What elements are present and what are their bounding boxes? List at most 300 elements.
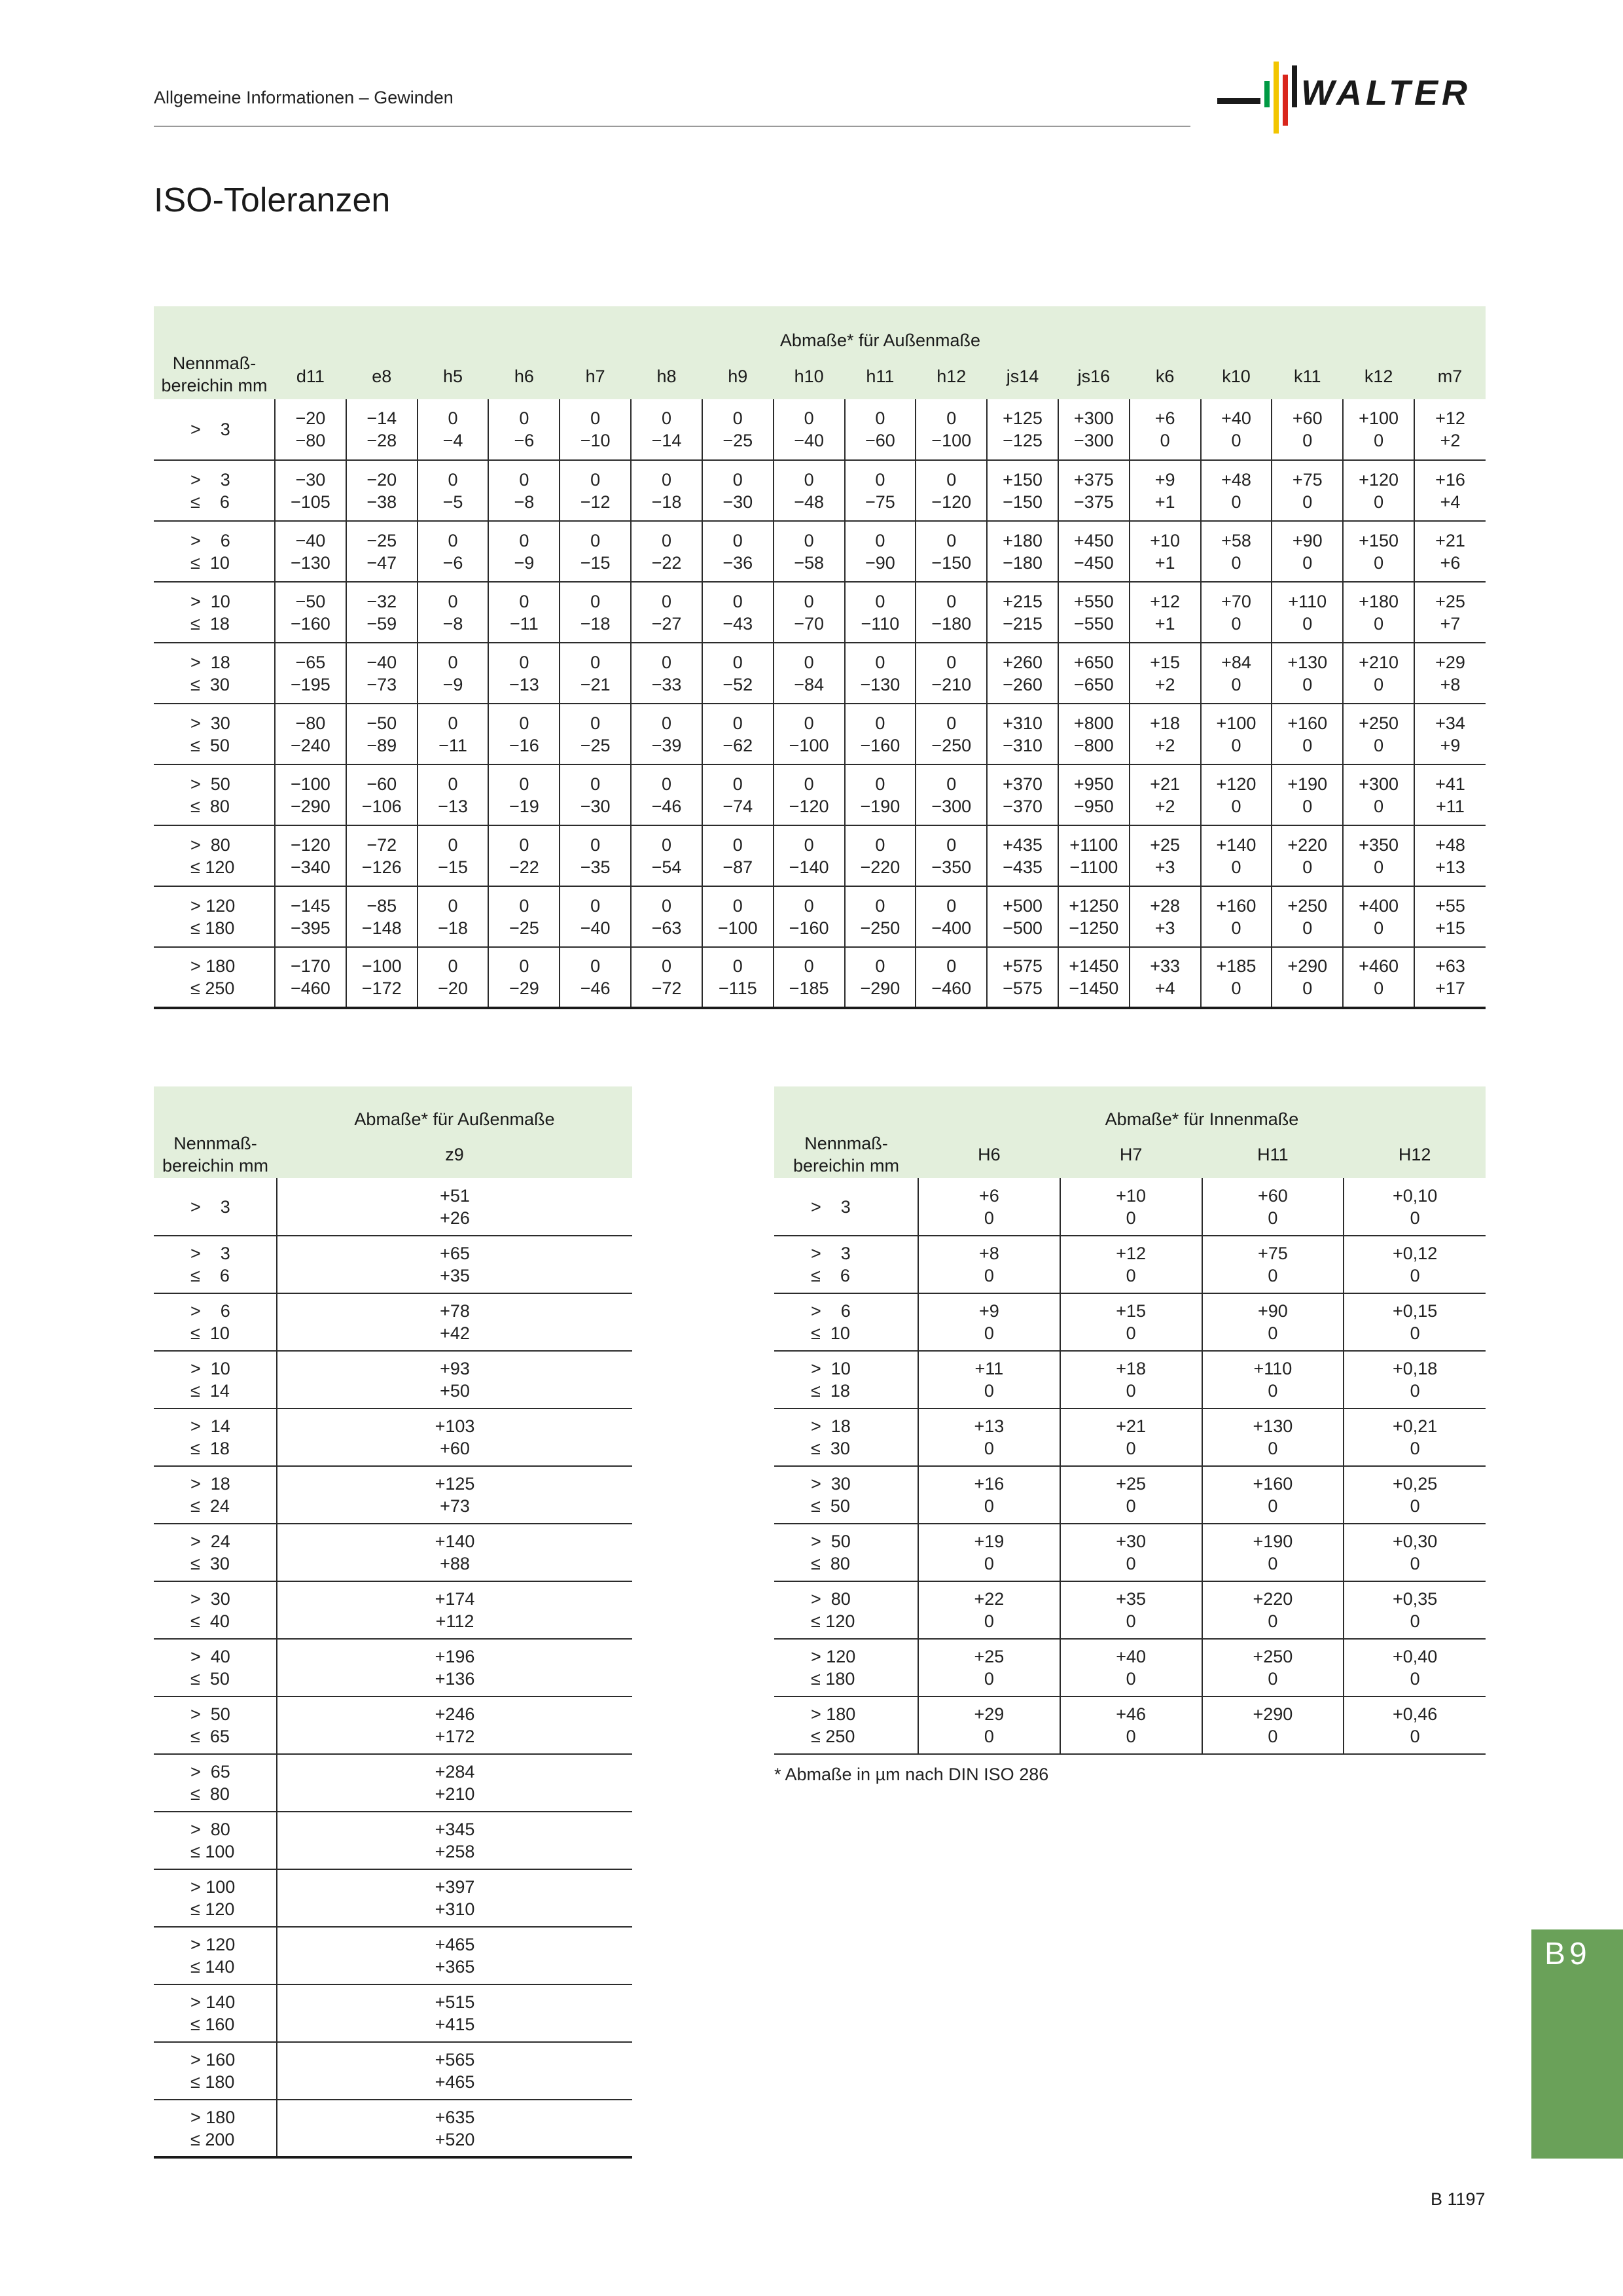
upper-deviation: +0,40	[1392, 1647, 1438, 1666]
upper-deviation: +65	[440, 1244, 470, 1263]
lower-deviation: 0	[1231, 431, 1241, 450]
column-header: e8	[346, 353, 418, 399]
upper-deviation: −170	[290, 956, 330, 976]
upper-deviation: +35	[1116, 1589, 1147, 1609]
upper-deviation: +13	[974, 1416, 1005, 1436]
tolerance-cell	[987, 521, 1058, 582]
range-cell	[154, 1984, 277, 2042]
tolerance-cell	[1344, 1178, 1486, 1236]
range-cell	[154, 764, 275, 825]
range-cell	[774, 1466, 918, 1524]
table-row	[154, 1927, 632, 1984]
range-line: ≤ 6	[190, 1266, 230, 1285]
upper-deviation: 0	[519, 408, 529, 428]
range-line: ≤ 250	[811, 1727, 855, 1746]
upper-deviation: +950	[1073, 774, 1114, 794]
upper-deviation: 0	[448, 591, 458, 611]
lower-deviation: −40	[794, 431, 824, 450]
range-line: > 80	[190, 834, 230, 855]
upper-deviation: 0	[875, 469, 885, 490]
tolerance-cell	[1058, 825, 1130, 886]
lower-deviation: −300	[931, 796, 972, 816]
lower-deviation: 0	[1126, 1439, 1136, 1458]
tolerance-cell	[1060, 1351, 1202, 1408]
lower-deviation: −100	[789, 735, 829, 755]
table-row	[154, 1639, 632, 1696]
upper-deviation: 0	[448, 774, 458, 794]
upper-deviation: +93	[440, 1359, 470, 1378]
upper-deviation: +0,12	[1392, 1244, 1438, 1263]
tolerance-cell	[488, 521, 560, 582]
tolerance-cell	[1130, 704, 1201, 764]
walter-logo	[1217, 62, 1492, 134]
range-cell	[154, 643, 275, 704]
upper-deviation: −50	[295, 591, 326, 611]
column-header: z9	[277, 1131, 632, 1178]
lower-deviation: +520	[435, 2129, 475, 2149]
upper-deviation: +46	[1116, 1704, 1147, 1724]
lower-deviation: 0	[1231, 735, 1241, 755]
tolerance-cell	[560, 886, 631, 947]
group-header: Abmaße* für Innenmaße	[918, 1086, 1486, 1131]
lower-deviation: 0	[1302, 492, 1313, 512]
lower-deviation: −150	[1003, 492, 1043, 512]
tolerance-cell	[1343, 521, 1414, 582]
tolerance-cell	[346, 582, 418, 643]
lower-deviation: −48	[794, 492, 824, 512]
tolerance-cell	[1060, 1236, 1202, 1293]
tolerance-cell	[631, 399, 702, 460]
tolerance-cell	[560, 764, 631, 825]
lower-deviation: +9	[1440, 735, 1461, 755]
tolerance-cell	[631, 460, 702, 521]
lower-deviation: +50	[440, 1381, 470, 1401]
table-row	[774, 1178, 1486, 1236]
logo-text: WALTER	[1301, 73, 1471, 113]
upper-deviation: 0	[946, 956, 957, 976]
tolerance-cell	[1343, 764, 1414, 825]
upper-deviation: 0	[804, 408, 814, 428]
range-line: > 100	[190, 1877, 236, 1897]
range-line: ≤ 10	[811, 1323, 850, 1343]
section-tab[interactable]	[1531, 1929, 1623, 2159]
lower-deviation: −43	[722, 613, 753, 634]
range-cell	[154, 1581, 277, 1639]
range-line: ≤ 200	[190, 2129, 235, 2149]
upper-deviation: +8	[978, 1244, 999, 1263]
lower-deviation: −20	[438, 978, 468, 998]
lower-deviation: −190	[860, 796, 901, 816]
lower-deviation: 0	[1302, 674, 1313, 694]
lower-deviation: −25	[722, 431, 753, 450]
upper-deviation: +575	[1003, 956, 1043, 976]
tolerance-cell	[1130, 582, 1201, 643]
range-line: ≤ 180	[190, 918, 235, 938]
lower-deviation: −16	[508, 735, 539, 755]
lower-deviation: −74	[722, 796, 753, 816]
lower-deviation: +8	[1440, 674, 1461, 694]
range-line: > 6	[190, 530, 230, 550]
lower-deviation: 0	[984, 1323, 994, 1343]
tolerance-cell	[1060, 1408, 1202, 1466]
lower-deviation: −27	[651, 613, 682, 634]
upper-deviation: +250	[1359, 713, 1399, 733]
table-row	[154, 1466, 632, 1524]
lower-deviation: 0	[1268, 1381, 1278, 1401]
lower-deviation: −25	[508, 918, 539, 938]
upper-deviation: +40	[1221, 408, 1251, 428]
tolerance-cell	[1130, 825, 1201, 886]
upper-deviation: 0	[804, 713, 814, 733]
lower-deviation: 0	[1231, 796, 1241, 816]
tolerance-cell	[987, 643, 1058, 704]
range-cell	[154, 1754, 277, 1812]
range-line: ≤ 50	[811, 1496, 850, 1516]
lower-deviation: +2	[1154, 796, 1175, 816]
tolerance-cell	[1344, 1524, 1486, 1581]
tolerance-cell	[918, 1466, 1060, 1524]
upper-deviation: 0	[875, 895, 885, 916]
upper-deviation: 0	[804, 530, 814, 550]
tolerance-cell	[277, 2042, 632, 2100]
upper-deviation: 0	[946, 530, 957, 550]
upper-deviation: +435	[1003, 834, 1043, 855]
upper-deviation: 0	[946, 591, 957, 611]
tolerance-cell	[774, 643, 845, 704]
lower-deviation: 0	[1410, 1669, 1420, 1689]
upper-deviation: 0	[661, 469, 671, 490]
upper-deviation: +9	[978, 1301, 999, 1321]
tolerance-cell	[987, 764, 1058, 825]
upper-deviation: +160	[1253, 1474, 1293, 1494]
table-row	[154, 1236, 632, 1293]
upper-deviation: 0	[732, 408, 743, 428]
upper-deviation: 0	[875, 591, 885, 611]
lower-deviation: −30	[722, 492, 753, 512]
upper-deviation: 0	[448, 834, 458, 855]
lower-deviation: −73	[366, 674, 397, 694]
tolerance-cell	[277, 1351, 632, 1408]
table-row	[774, 1351, 1486, 1408]
lower-deviation: +1	[1154, 613, 1175, 634]
lower-deviation: +7	[1440, 613, 1461, 634]
upper-deviation: 0	[946, 408, 957, 428]
tolerance-cell	[488, 399, 560, 460]
lower-deviation: 0	[984, 1496, 994, 1516]
column-header: h12	[916, 353, 987, 399]
upper-deviation: +180	[1003, 530, 1043, 550]
range-cell	[154, 1696, 277, 1754]
upper-deviation: 0	[875, 956, 885, 976]
lower-deviation: +3	[1154, 857, 1175, 877]
range-line: > 160	[190, 2050, 236, 2070]
tolerance-cell	[845, 643, 916, 704]
range-line: ≤ 160	[190, 2015, 235, 2034]
range-line: > 50	[190, 1704, 230, 1724]
range-cell	[154, 1524, 277, 1581]
tolerance-cell	[702, 704, 774, 764]
upper-deviation: 0	[732, 895, 743, 916]
lower-deviation: 0	[1302, 796, 1313, 816]
upper-deviation: 0	[732, 774, 743, 794]
lower-deviation: −8	[442, 613, 463, 634]
lower-deviation: −4	[442, 431, 463, 450]
range-line: ≤ 10	[190, 552, 230, 573]
tolerance-cell	[702, 460, 774, 521]
upper-deviation: 0	[448, 408, 458, 428]
range-line: > 80	[190, 1820, 230, 1839]
tolerance-cell	[631, 886, 702, 947]
upper-deviation: +11	[974, 1359, 1004, 1378]
tolerance-cell	[418, 947, 489, 1008]
range-cell	[154, 886, 275, 947]
tolerance-cell	[488, 582, 560, 643]
range-line: ≤ 80	[190, 796, 230, 816]
tolerance-cell	[1201, 399, 1272, 460]
range-cell	[154, 582, 275, 643]
upper-deviation: +41	[1435, 774, 1465, 794]
breadcrumb: Allgemeine Informationen – Gewinden	[154, 88, 454, 107]
tolerance-cell	[488, 704, 560, 764]
upper-deviation: 0	[732, 834, 743, 855]
upper-deviation: +210	[1359, 652, 1399, 672]
range-line: > 30	[190, 1589, 230, 1609]
lower-deviation: −80	[295, 431, 326, 450]
tolerance-cell	[1202, 1236, 1344, 1293]
upper-deviation: +515	[435, 1992, 475, 2012]
lower-deviation: −460	[931, 978, 972, 998]
lower-deviation: 0	[984, 1554, 994, 1573]
lower-deviation: +3	[1154, 918, 1175, 938]
tolerance-cell	[702, 399, 774, 460]
tolerance-cell	[1058, 582, 1130, 643]
range-cell	[154, 2042, 277, 2100]
upper-deviation: +160	[1216, 895, 1257, 916]
nennmass-header-line: Nennmaß-	[172, 353, 257, 373]
tolerance-cell	[1414, 521, 1486, 582]
lower-deviation: +415	[435, 2015, 475, 2034]
tolerance-cell	[1201, 582, 1272, 643]
upper-deviation: 0	[732, 530, 743, 550]
lower-deviation: −800	[1073, 735, 1114, 755]
upper-deviation: +350	[1359, 834, 1399, 855]
tolerance-cell	[275, 399, 346, 460]
upper-deviation: +290	[1287, 956, 1328, 976]
table-row	[154, 1351, 632, 1408]
tolerance-cell	[1130, 643, 1201, 704]
tolerance-cell	[1202, 1466, 1344, 1524]
tolerance-cell	[1060, 1639, 1202, 1696]
lower-deviation: −400	[931, 918, 972, 938]
tolerance-cell	[702, 886, 774, 947]
tolerance-cell	[1343, 460, 1414, 521]
lower-deviation: −250	[860, 918, 901, 938]
table-row	[154, 521, 1486, 582]
upper-deviation: +9	[1154, 469, 1175, 490]
range-cell	[154, 1466, 277, 1524]
tolerance-cell	[702, 521, 774, 582]
lower-deviation: −140	[789, 857, 829, 877]
lower-deviation: −22	[508, 857, 539, 877]
range-line: ≤ 250	[190, 978, 235, 998]
tolerance-cell	[277, 1639, 632, 1696]
upper-deviation: −25	[366, 530, 397, 550]
tolerance-cell	[1414, 460, 1486, 521]
tolerance-cell	[916, 825, 987, 886]
lower-deviation: 0	[1231, 978, 1241, 998]
range-line: ≤ 6	[811, 1266, 850, 1285]
column-header: h7	[560, 353, 631, 399]
tolerance-cell	[418, 460, 489, 521]
upper-deviation: +140	[1216, 834, 1257, 855]
lower-deviation: +310	[435, 1899, 475, 1919]
lower-deviation: +17	[1435, 978, 1465, 998]
tolerance-cell	[275, 582, 346, 643]
tolerance-cell	[488, 643, 560, 704]
lower-deviation: +1	[1154, 492, 1175, 512]
upper-deviation: +16	[974, 1474, 1005, 1494]
lower-deviation: +4	[1440, 492, 1461, 512]
upper-deviation: 0	[590, 774, 601, 794]
tolerance-cell	[916, 704, 987, 764]
lower-deviation: −5	[442, 492, 463, 512]
tolerance-cell	[918, 1408, 1060, 1466]
lower-deviation: −21	[580, 674, 611, 694]
tolerance-cell	[1343, 582, 1414, 643]
upper-deviation: +260	[1003, 652, 1043, 672]
tolerance-cell	[418, 521, 489, 582]
lower-deviation: +112	[435, 1611, 474, 1631]
tolerance-cell	[1344, 1696, 1486, 1754]
upper-deviation: +40	[1116, 1647, 1147, 1666]
tolerance-cell	[346, 886, 418, 947]
tolerance-cell	[916, 582, 987, 643]
lower-deviation: −115	[718, 978, 757, 998]
column-header: k12	[1343, 353, 1414, 399]
range-line: ≤ 40	[190, 1611, 230, 1631]
tolerance-cell	[418, 825, 489, 886]
table-row	[774, 1639, 1486, 1696]
lower-deviation: −90	[865, 552, 895, 573]
lower-deviation: 0	[1374, 735, 1384, 755]
table-row	[154, 825, 1486, 886]
upper-deviation: 0	[875, 652, 885, 672]
lower-deviation: +6	[1440, 552, 1461, 573]
lower-deviation: 0	[1268, 1669, 1278, 1689]
tolerance-cell	[1343, 399, 1414, 460]
lower-deviation: 0	[984, 1727, 994, 1746]
upper-deviation: +103	[435, 1416, 475, 1436]
lower-deviation: −460	[290, 978, 330, 998]
range-line: > 80	[811, 1589, 851, 1609]
upper-deviation: +140	[435, 1532, 475, 1551]
upper-deviation: +1450	[1069, 956, 1119, 976]
lower-deviation: −6	[514, 431, 535, 450]
lower-deviation: −950	[1073, 796, 1114, 816]
range-cell	[774, 1293, 918, 1351]
upper-deviation: +48	[1435, 834, 1465, 855]
tolerance-cell	[774, 886, 845, 947]
range-line: > 50	[811, 1532, 851, 1551]
tolerance-cell	[845, 521, 916, 582]
lower-deviation: 0	[1126, 1496, 1136, 1516]
upper-deviation: +130	[1253, 1416, 1293, 1436]
upper-deviation: 0	[590, 408, 601, 428]
upper-deviation: +75	[1292, 469, 1323, 490]
lower-deviation: −89	[366, 735, 397, 755]
range-line: ≤ 18	[190, 1439, 230, 1458]
column-header: d11	[275, 353, 346, 399]
range-line: > 18	[190, 652, 230, 672]
range-line: ≤ 50	[190, 735, 230, 755]
upper-deviation: +21	[1116, 1416, 1147, 1436]
upper-deviation: +1100	[1069, 834, 1118, 855]
tolerance-cell	[418, 643, 489, 704]
tolerance-cell	[845, 582, 916, 643]
lower-deviation: +26	[440, 1208, 470, 1228]
upper-deviation: −65	[295, 652, 326, 672]
table-row	[154, 1754, 632, 1812]
lower-deviation: −46	[580, 978, 611, 998]
tolerance-cell	[987, 582, 1058, 643]
tolerance-cell	[1130, 764, 1201, 825]
upper-deviation: 0	[448, 469, 458, 490]
lower-deviation: −47	[366, 552, 397, 573]
upper-deviation: +220	[1287, 834, 1328, 855]
tolerance-cell	[702, 825, 774, 886]
column-header: H7	[1060, 1131, 1202, 1178]
lower-deviation: −172	[361, 978, 402, 998]
lower-deviation: −120	[789, 796, 829, 816]
upper-deviation: 0	[590, 956, 601, 976]
tolerance-cell	[918, 1351, 1060, 1408]
range-line: ≤ 30	[190, 674, 230, 694]
lower-deviation: 0	[1126, 1266, 1136, 1285]
upper-deviation: 0	[661, 591, 671, 611]
upper-deviation: +55	[1435, 895, 1465, 916]
tolerance-cell	[916, 399, 987, 460]
lower-deviation: 0	[1126, 1323, 1136, 1343]
column-header: k11	[1272, 353, 1343, 399]
tolerance-cell	[774, 764, 845, 825]
upper-deviation: +120	[1359, 469, 1399, 490]
column-header: m7	[1414, 353, 1486, 399]
range-cell	[154, 1812, 277, 1869]
upper-deviation: +0,21	[1392, 1416, 1438, 1436]
lower-deviation: −300	[1073, 431, 1114, 450]
lower-deviation: 0	[1126, 1669, 1136, 1689]
tolerance-table-outer-z9	[154, 1086, 632, 2159]
upper-deviation: 0	[804, 469, 814, 490]
upper-deviation: +250	[1287, 895, 1328, 916]
lower-deviation: 0	[1374, 918, 1384, 938]
lower-deviation: −9	[514, 552, 535, 573]
tolerance-cell	[845, 825, 916, 886]
lower-deviation: −150	[931, 552, 972, 573]
upper-deviation: +400	[1359, 895, 1399, 916]
table-row	[154, 643, 1486, 704]
tolerance-cell	[1272, 764, 1343, 825]
upper-deviation: 0	[448, 895, 458, 916]
range-cell	[774, 1696, 918, 1754]
tolerance-cell	[275, 825, 346, 886]
upper-deviation: +29	[1435, 652, 1465, 672]
tolerance-cell	[1272, 521, 1343, 582]
lower-deviation: 0	[1410, 1208, 1420, 1228]
lower-deviation: 0	[984, 1208, 994, 1228]
lower-deviation: −195	[290, 674, 330, 694]
lower-deviation: −395	[290, 918, 330, 938]
